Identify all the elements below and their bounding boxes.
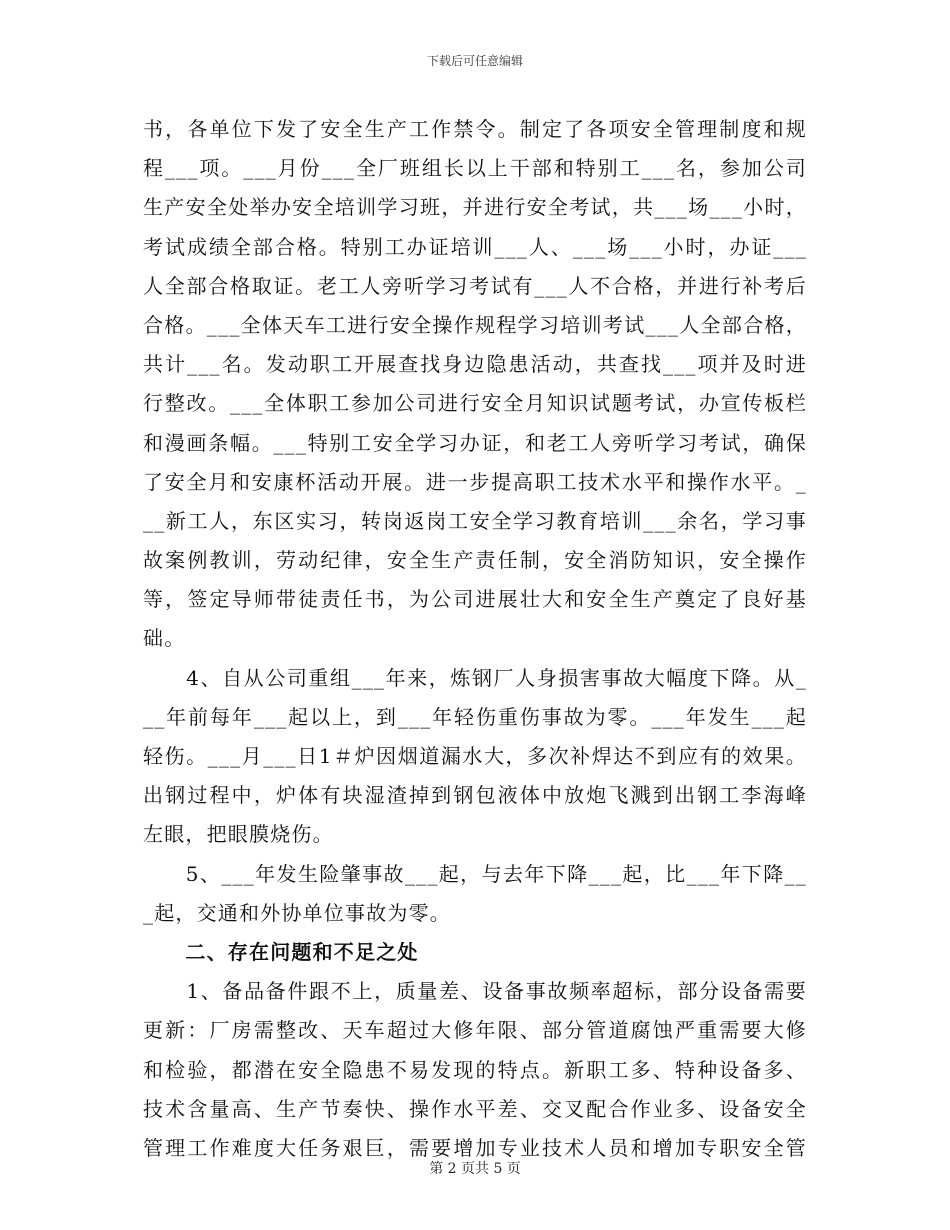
body-line: __年前每年___起以上，到___年轻伤重伤事故为零。___年发生___起 [143, 704, 807, 729]
body-line: 考试成绩全部合格。特别工办证培训___人、___场___小时，办证___ [143, 234, 807, 259]
body-line: 共计___名。发动职工开展查找身边隐患活动，共查找___项并及时进 [143, 352, 807, 377]
body-line: 合格。___全体天车工进行安全操作规程学习培训考试___人全部合格， [143, 312, 807, 337]
body-line: 程___项。___月份___全厂班组长以上干部和特别工___名，参加公司 [143, 156, 807, 181]
body-line: 故案例教训，劳动纪律，安全生产责任制，安全消防知识，安全操作 [143, 548, 807, 573]
section-heading: 二、存在问题和不足之处 [143, 939, 419, 964]
body-line: 和漫画条幅。___特别工安全学习办证，和老工人旁听学习考试，确保 [143, 430, 807, 455]
body-line: 了安全月和安康杯活动开展。进一步提高职工技术水平和操作水平。_ [143, 469, 807, 494]
body-line: __新工人，东区实习，转岗返岗工安全学习教育培训___余名，学习事 [143, 508, 807, 533]
body-line: 4、自从公司重组___年来，炼钢厂人身损害事故大幅度下降。从_ [143, 665, 807, 690]
body-line: 生产安全处举办安全培训学习班，并进行安全考试，共___场___小时， [143, 195, 807, 220]
body-line: 1、备品备件跟不上，质量差、设备事故频率超标，部分设备需要 [143, 979, 807, 1004]
body-line: 轻伤。___月___日1＃炉因烟道漏水大，多次补焊达不到应有的效果。 [143, 744, 807, 768]
page-footer: 第 2 页共 5 页 [429, 1161, 521, 1177]
body-line: _起，交通和外协单位事故为零。 [143, 900, 451, 925]
body-line: 5、___年发生险肇事故___起，与去年下降___起，比___年下降__ [143, 861, 807, 886]
body-line: 等，签定导师带徒责任书，为公司进展壮大和安全生产奠定了良好基 [143, 587, 807, 612]
body-line: 更新：厂房需整改、天车超过大修年限、部分管道腐蚀严重需要大修 [143, 1018, 807, 1043]
body-line: 人全部合格取证。老工人旁听学习考试有___人不合格，并进行补考后 [143, 273, 807, 298]
body-line: 出钢过程中，炉体有块湿渣掉到钢包液体中放炮飞溅到出钢工李海峰 [143, 783, 807, 808]
body-line: 书，各单位下发了安全生产工作禁令。制定了各项安全管理制度和规 [143, 117, 807, 141]
body-line: 技术含量高、生产节奏快、操作水平差、交叉配合作业多、设备安全 [143, 1096, 807, 1121]
body-line: 和检验，都潜在安全隐患不易发现的特点。新职工多、特种设备多、 [143, 1057, 807, 1082]
body-line: 管理工作难度大任务艰巨，需要增加专业技术人员和增加专职安全管 [143, 1135, 807, 1160]
body-line: 左眼，把眼膜烧伤。 [143, 822, 334, 847]
document-body [143, 110, 807, 1168]
page-header: 下载后可任意编辑 [426, 54, 523, 68]
body-line: 础。 [143, 626, 186, 651]
body-line: 行整改。___全体职工参加公司进行安全月知识试题考试，办宣传板栏 [143, 391, 807, 416]
